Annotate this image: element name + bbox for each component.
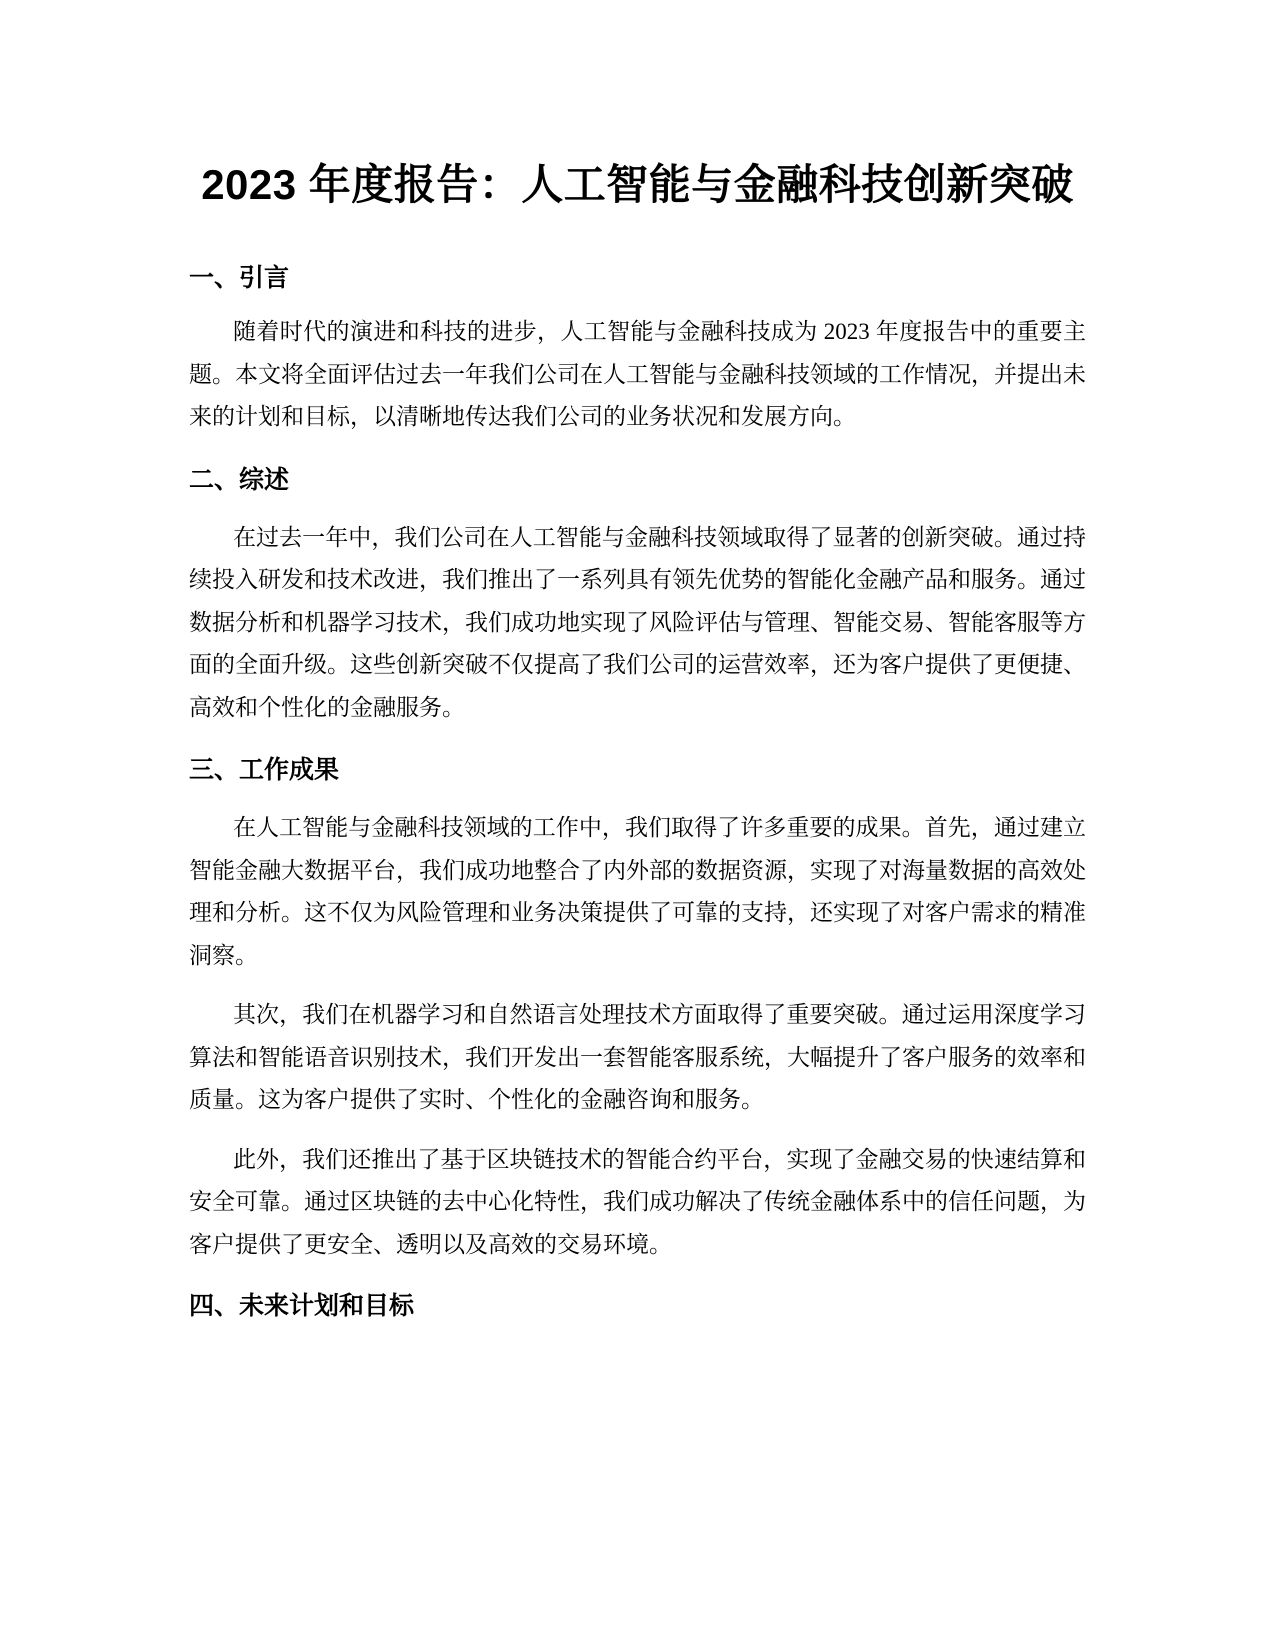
section-work-results (189, 750, 1086, 1266)
paragraph-work-results-3: 此外，我们还推出了基于区块链技术的智能合约平台，实现了金融交易的快速结算和安全可靠。通过区块链的去中心化特性，我们成功解决了传统金融体系中的信任问题，为客户提供了更安全、透明以及高效的交易环境。 (189, 1146, 1086, 1257)
section-heading-introduction: 一、引言 (189, 264, 290, 292)
paragraph-work-results-2: 其次，我们在机器学习和自然语言处理技术方面取得了重要突破。通过运用深度学习算法和智能语音识别技术，我们开发出一套智能客服系统，大幅提升了客户服务的效率和质量。这为客户提供了实时、个性化的金融咨询和服务。 (189, 1002, 1086, 1112)
section-heading-work-results: 三、工作成果 (189, 756, 340, 784)
section-introduction (189, 258, 1086, 439)
paragraph-introduction: 随着时代的演进和科技的进步，人工智能与金融科技成为 2023 年度报告中的重要主题。本文将全面评估过去一年我们公司在人工智能与金融科技领域的工作情况，并提出未来的计划和目标，以清晰地传达我们公司的业务状况和发展方向。 (189, 319, 1086, 429)
section-overview (189, 460, 1086, 730)
paragraph-work-results-1: 在人工智能与金融科技领域的工作中，我们取得了许多重要的成果。首先，通过建立智能金融大数据平台，我们成功地整合了内外部的数据资源，实现了对海量数据的高效处理和分析。这不仅为风险管理和业务决策提供了可靠的支持，还实现了对客户需求的精准洞察。 (189, 815, 1086, 968)
document-body (189, 148, 1086, 1326)
section-heading-overview: 二、综述 (189, 465, 290, 494)
section-heading-future-plans: 四、未来计划和目标 (189, 1292, 415, 1320)
section-future-plans (189, 1286, 1086, 1326)
paragraph-overview: 在过去一年中，我们公司在人工智能与金融科技领域取得了显著的创新突破。通过持续投入研发和技术改进，我们推出了一系列具有领先优势的智能化金融产品和服务。通过数据分析和机器学习技术，我们成功地实现了风险评估与管理、智能交易、智能客服等方面的全面升级。这些创新突破不仅提高了我们公司的运营效率，还为客户提供了更便捷、高效和个性化的金融服务。 (189, 524, 1086, 720)
document-title: 2023 年度报告：人工智能与金融科技创新突破 (201, 161, 1074, 208)
